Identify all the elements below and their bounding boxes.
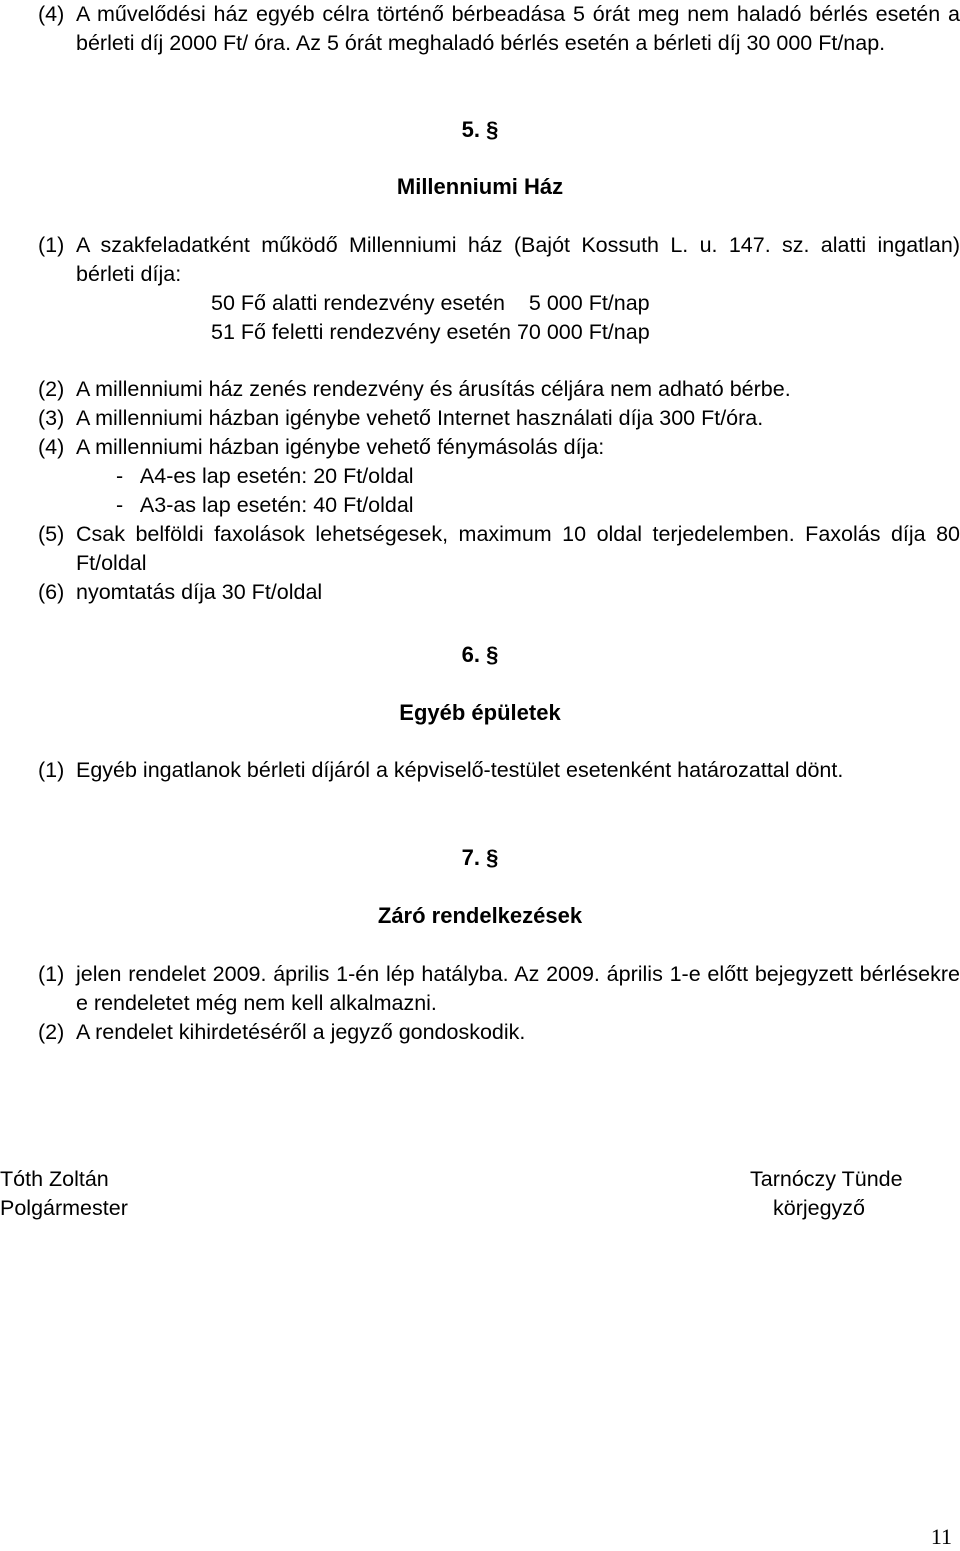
section-5-title: Millenniumi Ház: [396, 174, 564, 199]
rate-line-under-50: 50 Fő alatti rendezvény esetén 5 000 Ft/nap: [211, 291, 650, 315]
section-6-heading-number: [0, 640, 960, 669]
signer-left-name: Tóth Zoltán: [0, 1167, 109, 1191]
paragraph-sign: §: [486, 845, 499, 870]
paragraph-sign: §: [486, 117, 499, 142]
item-number: (2): [38, 377, 65, 401]
section-7-title: Záró rendelkezések: [377, 903, 583, 928]
item-number: (1): [38, 962, 65, 986]
paragraph-4-1: [38, 0, 960, 58]
paragraph-7-2: [38, 1018, 960, 1047]
paragraph-5-5: [38, 520, 960, 578]
paragraph-7-1: [38, 960, 960, 1018]
section-number: 5.: [461, 117, 480, 142]
item-text: Csak belföldi faxolások lehetségesek, maximum 10 oldal terjedelemben. Faxolás díja 80 Ft/oldal: [76, 522, 960, 575]
paragraph-5-2: [38, 375, 960, 404]
item-text: A szakfeladatként működő Millenniumi ház (Bajót Kossuth L. u. 147. sz. alatti ingatlan) bérleti díja:: [76, 233, 960, 286]
item-number: (4): [38, 435, 65, 459]
section-number: 7.: [461, 845, 480, 870]
section-6-title: Egyéb épületek: [399, 700, 561, 725]
signer-left-role: Polgármester: [0, 1196, 128, 1220]
item-number: (5): [38, 522, 65, 546]
item-number: (1): [38, 758, 65, 782]
item-text: jelen rendelet 2009. április 1-én lép hatályba. Az 2009. április 1-e előtt bejegyzett bérlésekre e rendeletet még nem kell alkalmazni.: [76, 962, 960, 1015]
copy-price-a4: - A4-es lap esetén: 20 Ft/oldal: [116, 464, 414, 488]
item-text: A millenniumi házban igénybe vehető Internet használati díja 300 Ft/óra.: [76, 406, 764, 430]
signer-right-role: körjegyző: [773, 1196, 866, 1220]
item-text: A millenniumi ház zenés rendezvény és árusítás céljára nem adható bérbe.: [76, 377, 791, 401]
item-number: (1): [38, 233, 65, 257]
rate-line-over-51: 51 Fő feletti rendezvény esetén 70 000 Ft/nap: [211, 320, 650, 344]
paragraph-6-1: [38, 756, 960, 785]
item-text: A művelődési ház egyéb célra történő bérbeadása 5 órát meg nem haladó bérlés esetén a bérleti díj 2000 Ft/ óra. Az 5 órát meghaladó bérlés esetén a bérleti díj 30 000 Ft/nap.: [76, 2, 960, 55]
copy-price-a3: - A3-as lap esetén: 40 Ft/oldal: [116, 493, 414, 517]
item-number: (2): [38, 1020, 65, 1044]
item-text: Egyéb ingatlanok bérleti díjáról a képviselő-testület esetenként határozattal dönt.: [76, 758, 844, 782]
item-text: nyomtatás díja 30 Ft/oldal: [76, 580, 323, 604]
item-number: (6): [38, 580, 65, 604]
item-number: (3): [38, 406, 65, 430]
paragraph-5-6: [38, 578, 960, 607]
section-number: 6.: [461, 642, 480, 667]
item-text: A millenniumi házban igénybe vehető fénymásolás díja:: [76, 435, 605, 459]
section-7-heading-number: [0, 843, 960, 872]
item-text: A rendelet kihirdetéséről a jegyző gondoskodik.: [76, 1020, 526, 1044]
section-5-heading-number: [0, 115, 960, 144]
page-number: 11: [930, 1524, 952, 1549]
paragraph-5-3: [38, 404, 960, 433]
paragraph-5-4: [38, 433, 960, 462]
signer-right-name: Tarnóczy Tünde: [750, 1167, 903, 1191]
paragraph-sign: §: [486, 642, 499, 667]
item-number: (4): [38, 2, 65, 26]
paragraph-5-1: [38, 231, 960, 289]
